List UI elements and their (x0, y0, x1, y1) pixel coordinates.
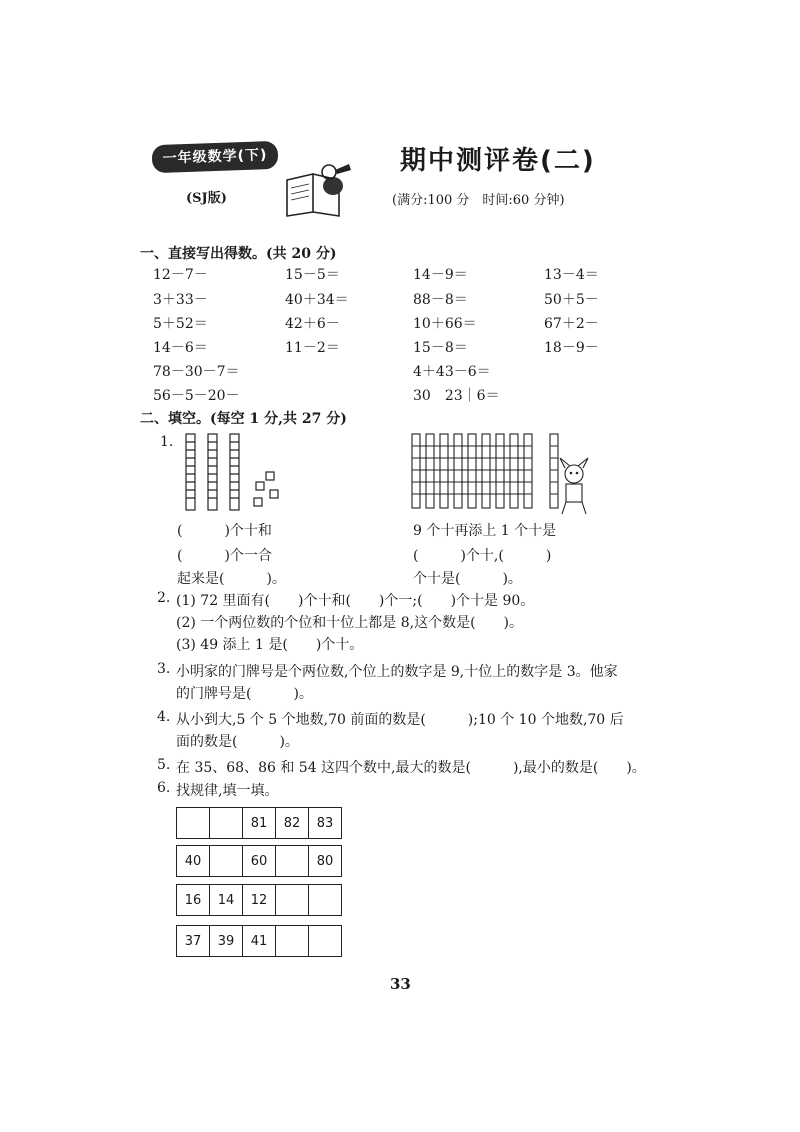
q2-part-2: (2) 一个两位数的个位和十位上都是 8,这个数是( )。 (176, 615, 524, 631)
section-1-heading: 一、直接写出得数。(共 20 分) (140, 246, 337, 262)
edition-label: (SJ版) (186, 191, 227, 206)
arith-item: 12－7－ (153, 267, 208, 283)
grid-cell[interactable] (276, 885, 309, 916)
q6-instruction: 找规律,填一填。 (176, 783, 279, 799)
arith-item: 56－5－20－ (153, 388, 240, 404)
q1-right-line-1: 9 个十再添上 1 个十是 (413, 523, 557, 539)
q2-part-1: (1) 72 里面有( )个十和( )个一;( )个十是 90。 (176, 593, 535, 609)
pattern-grid-2 (176, 845, 342, 877)
q1-left-line-1: ( )个十和 (177, 523, 272, 539)
q2-part-3: (3) 49 添上 1 是( )个十。 (176, 637, 364, 653)
grid-cell: 37 (177, 926, 210, 957)
grid-cell: 39 (210, 926, 243, 957)
grid-cell: 60 (243, 846, 276, 877)
q3-line-2: 的门牌号是( )。 (176, 686, 313, 702)
arith-item: 42＋6－ (285, 316, 340, 332)
grid-cell: 81 (243, 808, 276, 839)
q4-line-1: 从小到大,5 个 5 个地数,70 前面的数是( );10 个 10 个地数,70 后 (176, 712, 624, 728)
arith-item: 15－8＝ (413, 340, 468, 356)
question-number: 5. (157, 757, 171, 773)
arith-item: 10＋66＝ (413, 316, 477, 332)
q1-right-line-3: 个十是( )。 (413, 571, 522, 587)
section-2-heading: 二、填空。(每空 1 分,共 27 分) (140, 411, 347, 427)
grid-cell[interactable] (210, 846, 243, 877)
pattern-grid-4 (176, 925, 342, 957)
pattern-grid-3 (176, 884, 342, 916)
question-number: 6. (157, 780, 171, 796)
q5-line-1: 在 35、68、86 和 54 这四个数中,最大的数是( ),最小的数是( )。 (176, 760, 646, 776)
q1-left-line-2: ( )个一合 (177, 548, 272, 564)
q4-line-2: 面的数是( )。 (176, 734, 299, 750)
exam-meta: (满分:100 分 时间:60 分钟) (392, 193, 565, 208)
arith-item: 5＋52＝ (153, 316, 208, 332)
grid-cell: 80 (309, 846, 342, 877)
arith-item: 78－30－7＝ (153, 364, 240, 380)
grid-cell: 12 (243, 885, 276, 916)
arith-item: 67＋2－ (544, 316, 599, 332)
arith-item: 13－4＝ (544, 267, 599, 283)
grid-cell: 41 (243, 926, 276, 957)
counting-blocks-illustration-right (408, 428, 592, 518)
arith-item: 15－5＝ (285, 267, 340, 283)
grid-cell: 82 (276, 808, 309, 839)
arith-item: 11－2＝ (285, 340, 340, 356)
pattern-grid-1 (176, 807, 342, 839)
arith-item: 14－6＝ (153, 340, 208, 356)
question-number: 1. (160, 434, 174, 450)
arith-item: 88－8＝ (413, 292, 468, 308)
arith-item: 50＋5－ (544, 292, 599, 308)
grid-cell: 40 (177, 846, 210, 877)
arith-item: 4＋43－6＝ (413, 364, 491, 380)
grid-cell: 14 (210, 885, 243, 916)
grid-cell[interactable] (210, 808, 243, 839)
question-number: 4. (157, 709, 171, 725)
q3-line-1: 小明家的门牌号是个两位数,个位上的数字是 9,十位上的数字是 3。他家 (176, 664, 618, 680)
arith-item: 18－9－ (544, 340, 599, 356)
arith-item: 40＋34＝ (285, 292, 349, 308)
grid-cell[interactable] (276, 926, 309, 957)
page-number: 33 (390, 975, 411, 993)
arith-item: 14－9＝ (413, 267, 468, 283)
page-title: 期中测评卷(二) (400, 146, 596, 176)
q1-right-line-2: ( )个十,( ) (413, 548, 552, 564)
question-number: 3. (157, 661, 171, 677)
question-number: 2. (157, 590, 171, 606)
book-mascot-illustration (283, 160, 355, 218)
grid-cell[interactable] (276, 846, 309, 877)
counting-blocks-illustration-left (180, 430, 290, 514)
arith-item: 30 23｜6＝ (413, 388, 500, 404)
grid-cell: 83 (309, 808, 342, 839)
q1-left-line-3: 起来是( )。 (177, 571, 286, 587)
arith-item: 3＋33－ (153, 292, 208, 308)
grid-cell[interactable] (177, 808, 210, 839)
grid-cell: 16 (177, 885, 210, 916)
grade-badge: 一年级数学(下) (152, 141, 279, 173)
grid-cell[interactable] (309, 885, 342, 916)
grid-cell[interactable] (309, 926, 342, 957)
